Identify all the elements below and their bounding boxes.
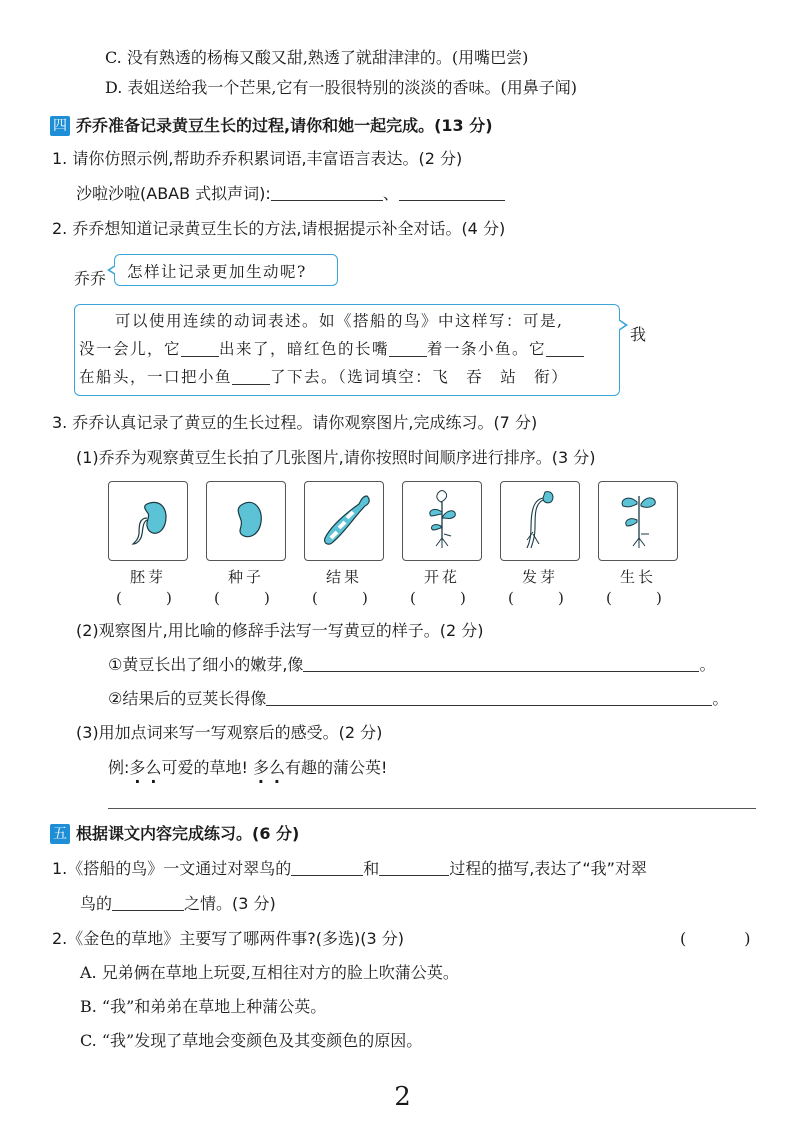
prompt-text: ①黄豆长出了细小的嫩芽,像 bbox=[108, 655, 304, 674]
paren-close: ) bbox=[166, 589, 172, 607]
answer-blank[interactable] bbox=[112, 894, 184, 911]
paren-open: ( bbox=[606, 589, 612, 607]
answer-blank[interactable] bbox=[379, 859, 449, 876]
section-5-question-1-cont bbox=[80, 893, 276, 915]
paren-open: ( bbox=[508, 589, 514, 607]
qiaoqiao-question: 怎样让记录更加生动呢? bbox=[127, 263, 307, 281]
answer-blank[interactable] bbox=[546, 338, 584, 357]
section-4-heading bbox=[50, 115, 493, 137]
picture-label: 开花 bbox=[423, 568, 460, 586]
paren-open: ( bbox=[680, 929, 687, 948]
example-text: 有趣的蒲公英! bbox=[284, 758, 388, 777]
dotted-char: 多 bbox=[252, 758, 269, 777]
text: 1.《搭船的鸟》一文通过对翠鸟的 bbox=[52, 859, 292, 878]
option-c-prev: C. 没有熟透的杨梅又酸又甜,熟透了就甜津津的。(用嘴巴尝) bbox=[105, 48, 529, 67]
period: 。 bbox=[699, 655, 716, 674]
paren-close: ) bbox=[362, 589, 368, 607]
paren-open: ( bbox=[116, 589, 122, 607]
dotted-char: 么 bbox=[145, 758, 162, 777]
answer-blank[interactable] bbox=[291, 859, 363, 876]
answer-blank[interactable] bbox=[389, 338, 427, 357]
text: 和 bbox=[363, 859, 380, 878]
bean-seed-icon bbox=[207, 482, 285, 560]
period: 。 bbox=[712, 689, 729, 708]
example-prefix: 例: bbox=[108, 758, 130, 777]
picture-card bbox=[500, 481, 580, 561]
section-5-heading bbox=[50, 823, 299, 845]
picture-card bbox=[108, 481, 188, 561]
reply-line-3 bbox=[75, 363, 619, 391]
answer-blank[interactable] bbox=[266, 689, 712, 706]
answer-blank[interactable] bbox=[303, 655, 699, 672]
dotted-word-example bbox=[108, 757, 387, 779]
text: 鸟的 bbox=[80, 894, 113, 913]
picture-label: 胚芽 bbox=[129, 568, 166, 586]
separator: 、 bbox=[382, 184, 399, 203]
bean-pod-icon bbox=[305, 482, 383, 560]
picture-label: 生长 bbox=[619, 568, 656, 586]
paren-close: ) bbox=[264, 589, 270, 607]
question-1-prompt: 1. 请你仿照示例,帮助乔乔积累词语,丰富语言表达。(2 分) bbox=[52, 149, 463, 168]
my-speech-bubble bbox=[74, 304, 620, 396]
prompt-text: ②结果后的豆荚长得像 bbox=[108, 689, 267, 708]
speaker-qiaoqiao: 乔乔 bbox=[74, 269, 107, 288]
qiaoqiao-speech-bubble bbox=[114, 254, 338, 286]
example-text: 可爱的草地! bbox=[161, 758, 253, 777]
simile-line-1 bbox=[108, 654, 715, 676]
text: 过程的描写,表达了“我”对翠 bbox=[449, 859, 647, 878]
section-title: 根据课文内容完成练习。(6 分) bbox=[76, 824, 300, 843]
sprouting-bean-icon bbox=[109, 482, 187, 560]
question-1-example bbox=[76, 183, 505, 205]
reply-line-1: 可以使用连续的动词表述。如《搭船的鸟》中这样写：可是, bbox=[115, 312, 564, 330]
picture-label: 发芽 bbox=[521, 568, 558, 586]
reply-line-2 bbox=[75, 335, 619, 363]
section-badge: 五 bbox=[50, 824, 70, 844]
q2-answer-slot[interactable] bbox=[680, 928, 751, 950]
answer-line[interactable] bbox=[108, 808, 756, 809]
paren-close: ) bbox=[656, 589, 662, 607]
flowering-plant-icon bbox=[403, 482, 481, 560]
simile-line-2 bbox=[108, 688, 728, 710]
paren-close: ) bbox=[460, 589, 466, 607]
text: 没一会儿，它 bbox=[79, 340, 182, 358]
text: 在船头，一口把小鱼 bbox=[79, 368, 233, 386]
answer-blank[interactable] bbox=[232, 366, 270, 385]
choice-c[interactable]: C. “我”发现了草地会变颜色及其变颜色的原因。 bbox=[80, 1031, 423, 1050]
speaker-me: 我 bbox=[630, 325, 647, 344]
picture-label: 结果 bbox=[325, 568, 362, 586]
paren-open: ( bbox=[410, 589, 416, 607]
section-title: 乔乔准备记录黄豆生长的过程,请你和她一起完成。(13 分) bbox=[76, 116, 493, 135]
section-5-question-2: 2.《金色的草地》主要写了哪两件事?(多选)(3 分) bbox=[52, 929, 404, 948]
picture-card bbox=[206, 481, 286, 561]
section-5-question-1 bbox=[52, 858, 647, 880]
germinating-seedling-icon bbox=[501, 482, 579, 560]
choice-b[interactable]: B. “我”和弟弟在草地上种蒲公英。 bbox=[80, 997, 327, 1016]
section-badge: 四 bbox=[50, 116, 70, 136]
picture-card bbox=[598, 481, 678, 561]
text: 之情。(3 分) bbox=[184, 894, 276, 913]
answer-blank[interactable] bbox=[399, 184, 505, 201]
paren-close: ) bbox=[744, 929, 751, 948]
growing-plant-icon bbox=[599, 482, 677, 560]
page-number: 2 bbox=[394, 1082, 411, 1112]
option-d-prev: D. 表姐送给我一个芒果,它有一股很特别的淡淡的香味。(用鼻子闻) bbox=[105, 78, 578, 97]
question-2-prompt: 2. 乔乔想知道记录黄豆生长的方法,请根据提示补全对话。(4 分) bbox=[52, 219, 506, 238]
answer-blank[interactable] bbox=[271, 184, 383, 201]
example-text: 沙啦沙啦(ABAB 式拟声词): bbox=[76, 184, 271, 203]
question-3-sub-3: (3)用加点词来写一写观察后的感受。(2 分) bbox=[76, 723, 383, 742]
text: 了下去。（选词填空：飞 吞 站 衔） bbox=[270, 368, 569, 386]
picture-card bbox=[304, 481, 384, 561]
picture-card bbox=[402, 481, 482, 561]
paren-open: ( bbox=[214, 589, 220, 607]
paren-open: ( bbox=[312, 589, 318, 607]
dotted-char: 么 bbox=[268, 758, 285, 777]
question-3-sub-1: (1)乔乔为观察黄豆生长拍了几张图片,请你按照时间顺序进行排序。(3 分) bbox=[76, 448, 596, 467]
picture-label: 种子 bbox=[227, 568, 264, 586]
text: 出来了，暗红色的长嘴 bbox=[219, 340, 390, 358]
dotted-char: 多 bbox=[129, 758, 146, 777]
answer-blank[interactable] bbox=[181, 338, 219, 357]
paren-close: ) bbox=[558, 589, 564, 607]
question-3-sub-2: (2)观察图片,用比喻的修辞手法写一写黄豆的样子。(2 分) bbox=[76, 621, 484, 640]
question-3-prompt: 3. 乔乔认真记录了黄豆的生长过程。请你观察图片,完成练习。(7 分) bbox=[52, 413, 538, 432]
text: 着一条小鱼。它 bbox=[427, 340, 547, 358]
choice-a[interactable]: A. 兄弟俩在草地上玩耍,互相往对方的脸上吹蒲公英。 bbox=[80, 963, 459, 982]
